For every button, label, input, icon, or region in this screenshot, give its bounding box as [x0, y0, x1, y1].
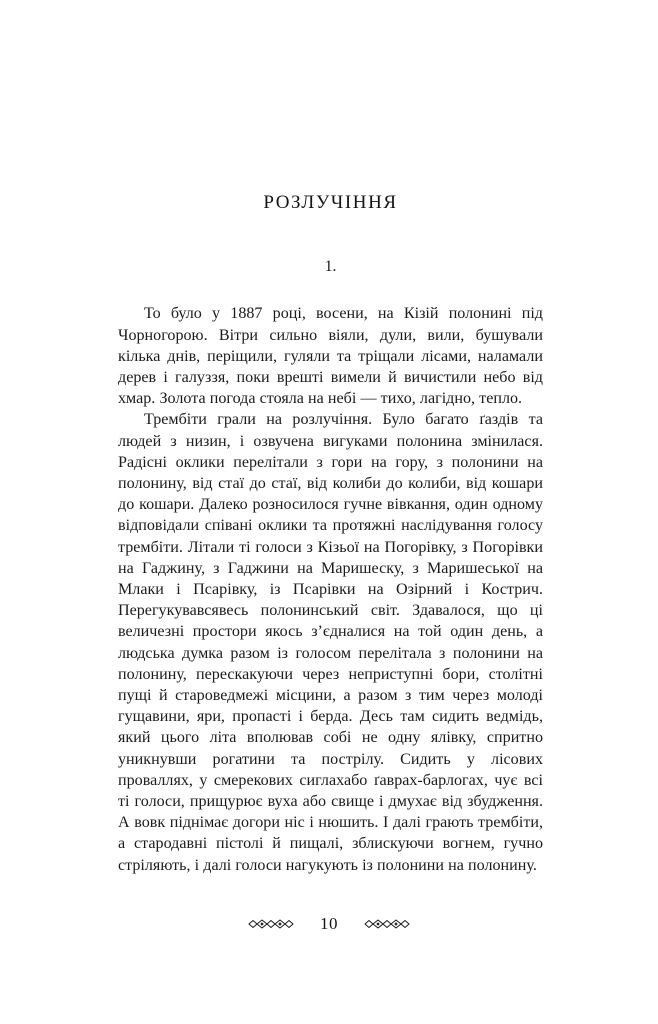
paragraph: Трембіти грали на розлучіння. Було багато ґаздів та людей з низин, і озвучена вигуками полонина змінилася. Радісні оклики перелітали з гори на гору, з полонини на полонину, від стаї до стаї, від колиби до колиби, від кошари до кошари. Далеко розносилося гучне вівкання, один одному відповідали співані оклики та протяжні наслідування голосу трембіти. Літали ті голоси з Кізьої на Погорівку, з Погорівки на Гаджину, з Гаджини на Маришеску, з Маришеської на Млаки і Псарівку, із Псарівки на Озірний і Кострич. Перегукувавсявесь полонинський світ. Здавалося, що ці величезні простори якось з’єдналися на той один день, а людська думка разом із голосом перелітала з полонини на полонину, перескакуючи через неприступні бори, столітні пущі й староведмежі місцини, а разом з тим через молоді гущавини, яри, пропасті і берда. Десь там сидить ведмідь, який цього літа вполював собі не одну ялівку, спритно уникнувши рогатини та пострілу. Сидить у лісових проваллях, у смерекових сиглахабо ґаврах-барлогах, чує всі ті голоси, прищурює вуха або свище і дмухає від збудження. А вовк піднімає догори ніс і нюшить. І далі грають трембіти, а стародавні пістолі й пищалі, зблискуючи вогнем, гучно стріляють, і далі голоси нагукують із полонини на полонину. [118, 411, 543, 874]
page-number: 10 [320, 914, 338, 933]
paragraph: То було у 1887 році, восени, на Кізій полонині під Чорногорою. Вітри сильно віяли, дули, вили, бушували кілька днів, періщили, гуляли та тріщали лісами, наламали дерев і галуззя, поки врешті вимели й вичистили небо від хмар. Золота погода стояла на небі — тихо, лагідно, тепло. [118, 305, 543, 408]
page-content [118, 0, 543, 876]
page-footer [0, 915, 658, 932]
page-title: РОЗЛУЧІННЯ [263, 192, 398, 213]
diamond-ornament-icon [248, 918, 294, 930]
section-number: 1. [324, 257, 337, 275]
diamond-ornament-icon [364, 918, 410, 930]
body-text [118, 303, 543, 875]
